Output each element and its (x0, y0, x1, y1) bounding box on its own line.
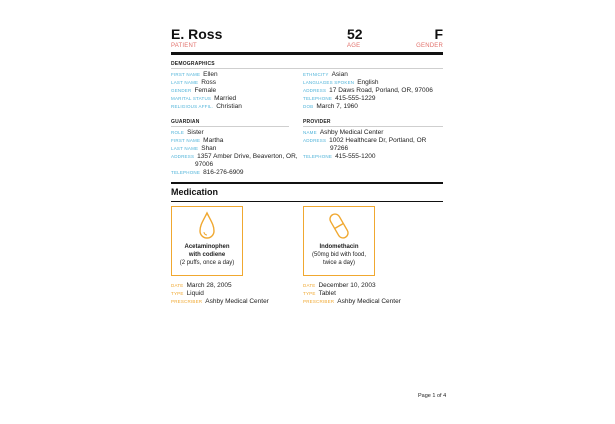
page-number: Page 1 of 4 (418, 393, 447, 399)
guardian-address: ADDRESS 1357 Amber Drive, Beaverton, OR, (171, 153, 298, 160)
patient-record-page (171, 26, 443, 305)
demo-gender: GENDER Female (171, 87, 217, 94)
demo-languages: LANGUAGES SPOKEN English (303, 79, 379, 86)
medication-date: DATE March 28, 2005 (171, 282, 232, 289)
guardian-title: GUARDIAN (171, 119, 200, 125)
demo-marital-status: MARITAL STATUS Married (171, 95, 237, 102)
medication-divider-top (171, 182, 443, 184)
demographics-title: DEMOGRAPHICS (171, 61, 215, 67)
medication-prescriber: PRESCRIBER Ashby Medical Center (303, 298, 401, 305)
guardian-first-name: FIRST NAME Martha (171, 137, 224, 144)
medication-type: TYPE Liquid (171, 290, 204, 297)
guardian-telephone: TELEPHONE 816-276-6909 (171, 169, 244, 176)
patient-gender: F (434, 26, 443, 42)
guardian-role: ROLE Sister (171, 129, 204, 136)
demo-religious-affil: RELIGIOUS AFFIL. Christian (171, 103, 242, 110)
patient-header (171, 26, 443, 54)
patient-age: 52 (347, 26, 363, 42)
medication-divider (171, 201, 443, 202)
provider-divider (303, 126, 443, 127)
patient-name: E. Ross (171, 26, 223, 42)
medication-card-indomethacin[interactable] (303, 206, 375, 276)
medication-name: Indomethacin (319, 244, 359, 250)
provider-title: PROVIDER (303, 119, 331, 125)
provider-name: NAME Ashby Medical Center (303, 129, 384, 136)
provider-telephone: TELEPHONE 415-555-1200 (303, 153, 376, 160)
medication-date: DATE December 10, 2003 (303, 282, 376, 289)
medication-dose: (2 puffs, once a day) (179, 260, 235, 266)
demo-dob: DOB March 7, 1960 (303, 103, 358, 110)
guardian-last-name: LAST NAME Shan (171, 145, 217, 152)
header-divider (171, 52, 443, 55)
medication-title: Medication (171, 187, 219, 197)
demographics-divider (171, 68, 443, 69)
medication-name: Acetaminophen with codiene (184, 244, 230, 258)
gender-caption: GENDER (416, 43, 443, 49)
medication-dose: (50mg bid with food, twice a day) (311, 252, 367, 266)
demo-telephone: TELEPHONE 415-555-1229 (303, 95, 376, 102)
medication-card-acetaminophen[interactable] (171, 206, 243, 276)
guardian-address-zip: 97006 (195, 161, 214, 168)
demo-last-name: LAST NAME Ross (171, 79, 217, 86)
droplet-icon (197, 211, 217, 241)
provider-address: ADDRESS 1002 Healthcare Dr, Portland, OR (303, 137, 427, 144)
provider-address-zip: 97266 (330, 145, 349, 152)
guardian-divider (171, 126, 289, 127)
medication-type: TYPE Tablet (303, 290, 336, 297)
patient-caption: PATIENT (171, 43, 197, 49)
demo-first-name: FIRST NAME Ellen (171, 71, 218, 78)
medication-prescriber: PRESCRIBER Ashby Medical Center (171, 298, 269, 305)
capsule-icon (329, 211, 349, 241)
demo-ethnicity: ETHNICITY Asian (303, 71, 348, 78)
demo-address: ADDRESS 17 Daws Road, Porland, OR, 97006 (303, 87, 433, 94)
age-caption: AGE (347, 43, 361, 49)
